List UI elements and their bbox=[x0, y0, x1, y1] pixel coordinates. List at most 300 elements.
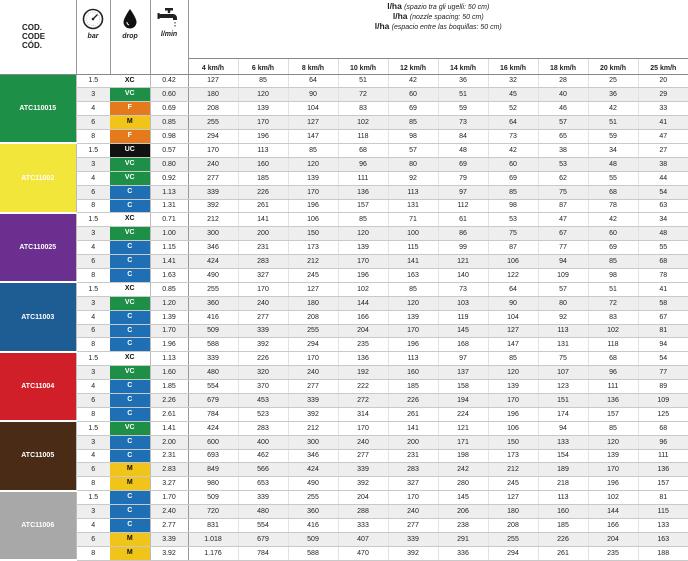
table-row bbox=[0, 116, 688, 130]
drop-size-cell bbox=[110, 296, 150, 310]
table-row bbox=[0, 296, 688, 310]
rate-value-cell: 104 bbox=[488, 310, 538, 324]
rate-value-cell: 170 bbox=[338, 255, 388, 269]
table-row bbox=[0, 366, 688, 380]
rate-value-cell: 170 bbox=[588, 463, 638, 477]
rate-value-cell: 277 bbox=[188, 171, 238, 185]
rate-value-cell: 170 bbox=[288, 352, 338, 366]
rate-value-cell: 283 bbox=[238, 421, 288, 435]
table-row bbox=[0, 421, 688, 435]
drop-size-badge: VC bbox=[110, 297, 150, 310]
rate-value-cell: 94 bbox=[638, 338, 688, 352]
rate-value-cell: 320 bbox=[238, 366, 288, 380]
rate-value-cell: 392 bbox=[288, 407, 338, 421]
rate-value-cell: 226 bbox=[238, 352, 288, 366]
nozzle-code-cell: ATC110025 bbox=[0, 213, 76, 282]
rate-value-cell: 392 bbox=[188, 199, 238, 213]
rate-value-cell: 67 bbox=[538, 227, 588, 241]
rate-value-cell: 106 bbox=[288, 213, 338, 227]
rate-value-cell: 85 bbox=[388, 116, 438, 130]
pressure-cell: 6 bbox=[76, 463, 110, 477]
rate-value-cell: 226 bbox=[538, 532, 588, 546]
flow-header bbox=[150, 0, 188, 74]
rate-value-cell: 245 bbox=[288, 268, 338, 282]
rate-value-cell: 104 bbox=[288, 102, 338, 116]
rate-value-cell: 141 bbox=[388, 255, 438, 269]
rate-value-cell: 173 bbox=[488, 449, 538, 463]
rate-value-cell: 336 bbox=[438, 546, 488, 560]
pressure-cell: 8 bbox=[76, 130, 110, 144]
pressure-unit-label: bar bbox=[87, 33, 99, 40]
drop-size-label: drop bbox=[122, 33, 138, 40]
drop-size-cell bbox=[110, 393, 150, 407]
pressure-cell: 6 bbox=[76, 532, 110, 546]
rate-value-cell: 204 bbox=[338, 491, 388, 505]
rate-value-cell: 185 bbox=[538, 519, 588, 533]
drop-size-badge: M bbox=[110, 477, 150, 490]
rate-value-cell: 314 bbox=[338, 407, 388, 421]
pressure-cell: 4 bbox=[76, 171, 110, 185]
rate-value-cell: 523 bbox=[238, 407, 288, 421]
flow-rate-cell: 0.98 bbox=[150, 130, 188, 144]
rate-value-cell: 47 bbox=[538, 213, 588, 227]
rate-value-cell: 300 bbox=[188, 227, 238, 241]
rate-value-cell: 62 bbox=[538, 171, 588, 185]
nozzle-code-cell: ATC110015 bbox=[0, 74, 76, 143]
rate-value-cell: 416 bbox=[188, 310, 238, 324]
rate-value-cell: 196 bbox=[488, 407, 538, 421]
rate-value-cell: 97 bbox=[438, 185, 488, 199]
pressure-cell: 1.5 bbox=[76, 74, 110, 88]
rate-value-cell: 283 bbox=[388, 463, 438, 477]
pressure-cell: 1.5 bbox=[76, 282, 110, 296]
rate-value-cell: 509 bbox=[188, 324, 238, 338]
rate-value-cell: 327 bbox=[238, 268, 288, 282]
rate-value-cell: 255 bbox=[188, 282, 238, 296]
rate-value-cell: 144 bbox=[338, 296, 388, 310]
rate-value-cell: 98 bbox=[388, 130, 438, 144]
rate-value-cell: 63 bbox=[638, 199, 688, 213]
drop-size-badge: F bbox=[110, 130, 150, 143]
flow-rate-cell: 0.85 bbox=[150, 116, 188, 130]
pressure-cell: 3 bbox=[76, 366, 110, 380]
table-row bbox=[0, 199, 688, 213]
pressure-gauge-icon bbox=[82, 8, 104, 30]
rate-value-cell: 133 bbox=[538, 435, 588, 449]
rate-value-cell: 147 bbox=[288, 130, 338, 144]
table-row bbox=[0, 352, 688, 366]
pressure-cell: 4 bbox=[76, 380, 110, 394]
rate-value-cell: 170 bbox=[388, 324, 438, 338]
pressure-cell: 1.5 bbox=[76, 421, 110, 435]
rate-value-cell: 80 bbox=[538, 296, 588, 310]
rate-value-cell: 85 bbox=[338, 213, 388, 227]
rate-value-cell: 139 bbox=[338, 241, 388, 255]
flow-rate-cell: 1.15 bbox=[150, 241, 188, 255]
rate-value-cell: 53 bbox=[538, 157, 588, 171]
rate-value-cell: 113 bbox=[388, 352, 438, 366]
rate-value-cell: 125 bbox=[638, 407, 688, 421]
pressure-cell: 4 bbox=[76, 241, 110, 255]
drop-size-cell bbox=[110, 116, 150, 130]
pressure-cell: 4 bbox=[76, 519, 110, 533]
drop-size-cell bbox=[110, 477, 150, 491]
rate-value-cell: 42 bbox=[488, 143, 538, 157]
faucet-icon bbox=[157, 6, 181, 28]
flow-rate-cell: 2.61 bbox=[150, 407, 188, 421]
rate-value-cell: 196 bbox=[388, 338, 438, 352]
flow-rate-cell: 2.26 bbox=[150, 393, 188, 407]
rate-value-cell: 58 bbox=[638, 296, 688, 310]
rate-value-cell: 231 bbox=[388, 449, 438, 463]
rate-value-cell: 102 bbox=[338, 116, 388, 130]
rate-value-cell: 85 bbox=[588, 421, 638, 435]
rate-value-cell: 34 bbox=[638, 213, 688, 227]
rate-value-cell: 1.018 bbox=[188, 532, 238, 546]
flow-rate-cell: 1.85 bbox=[150, 380, 188, 394]
rate-value-cell: 145 bbox=[438, 491, 488, 505]
speed-header: 4 km/h bbox=[188, 58, 238, 74]
rate-value-cell: 784 bbox=[238, 546, 288, 560]
speed-header: 16 km/h bbox=[488, 58, 538, 74]
rate-value-cell: 47 bbox=[638, 130, 688, 144]
rate-value-cell: 339 bbox=[388, 532, 438, 546]
drop-size-cell bbox=[110, 366, 150, 380]
rate-value-cell: 212 bbox=[188, 213, 238, 227]
drop-size-cell bbox=[110, 185, 150, 199]
rate-value-cell: 339 bbox=[288, 393, 338, 407]
drop-size-badge: C bbox=[110, 241, 150, 254]
rate-value-cell: 170 bbox=[288, 185, 338, 199]
rate-value-cell: 144 bbox=[588, 505, 638, 519]
rate-value-cell: 346 bbox=[188, 241, 238, 255]
table-row bbox=[0, 532, 688, 546]
rate-value-cell: 339 bbox=[188, 352, 238, 366]
rate-value-cell: 339 bbox=[238, 324, 288, 338]
drop-size-badge: C bbox=[110, 450, 150, 463]
rate-value-cell: 147 bbox=[488, 338, 538, 352]
pressure-cell: 8 bbox=[76, 546, 110, 560]
rate-value-cell: 400 bbox=[238, 435, 288, 449]
table-row bbox=[0, 143, 688, 157]
drop-size-cell bbox=[110, 338, 150, 352]
table-row bbox=[0, 171, 688, 185]
pressure-cell: 3 bbox=[76, 227, 110, 241]
rate-value-cell: 416 bbox=[288, 519, 338, 533]
rate-value-cell: 83 bbox=[588, 310, 638, 324]
rate-value-cell: 980 bbox=[188, 477, 238, 491]
drop-size-cell bbox=[110, 449, 150, 463]
rate-value-cell: 170 bbox=[388, 491, 438, 505]
rate-value-cell: 600 bbox=[188, 435, 238, 449]
drop-size-badge: VC bbox=[110, 366, 150, 379]
drop-size-badge: C bbox=[110, 491, 150, 504]
rate-value-cell: 784 bbox=[188, 407, 238, 421]
drop-size-badge: M bbox=[110, 533, 150, 546]
rate-value-cell: 87 bbox=[488, 241, 538, 255]
drop-size-badge: C bbox=[110, 255, 150, 268]
table-row bbox=[0, 157, 688, 171]
rate-value-cell: 38 bbox=[538, 143, 588, 157]
rate-value-cell: 333 bbox=[338, 519, 388, 533]
drop-size-badge: C bbox=[110, 436, 150, 449]
rate-value-cell: 141 bbox=[238, 213, 288, 227]
rate-value-cell: 51 bbox=[438, 88, 488, 102]
drop-size-badge: M bbox=[110, 116, 150, 129]
pressure-cell: 6 bbox=[76, 185, 110, 199]
rate-value-cell: 141 bbox=[388, 421, 438, 435]
flow-rate-cell: 1.70 bbox=[150, 324, 188, 338]
flow-rate-cell: 1.41 bbox=[150, 255, 188, 269]
rate-value-cell: 653 bbox=[238, 477, 288, 491]
rate-value-cell: 170 bbox=[488, 393, 538, 407]
rate-value-cell: 294 bbox=[188, 130, 238, 144]
rate-value-cell: 92 bbox=[388, 171, 438, 185]
rate-value-cell: 490 bbox=[288, 477, 338, 491]
rate-value-cell: 470 bbox=[338, 546, 388, 560]
rate-value-cell: 33 bbox=[638, 102, 688, 116]
rate-value-cell: 65 bbox=[538, 130, 588, 144]
rate-value-cell: 46 bbox=[538, 102, 588, 116]
rate-value-cell: 89 bbox=[638, 380, 688, 394]
rate-value-cell: 27 bbox=[638, 143, 688, 157]
rate-value-cell: 81 bbox=[638, 324, 688, 338]
rate-value-cell: 849 bbox=[188, 463, 238, 477]
speed-header: 6 km/h bbox=[238, 58, 288, 74]
rate-value-cell: 166 bbox=[588, 519, 638, 533]
rate-value-cell: 170 bbox=[238, 282, 288, 296]
rate-value-cell: 194 bbox=[438, 393, 488, 407]
rate-value-cell: 64 bbox=[488, 282, 538, 296]
rate-value-cell: 327 bbox=[388, 477, 438, 491]
table-row bbox=[0, 519, 688, 533]
speed-header: 10 km/h bbox=[338, 58, 388, 74]
rate-value-cell: 44 bbox=[638, 171, 688, 185]
flow-rate-cell: 1.60 bbox=[150, 366, 188, 380]
rate-value-cell: 339 bbox=[238, 491, 288, 505]
drop-size-cell bbox=[110, 519, 150, 533]
flow-rate-cell: 1.31 bbox=[150, 199, 188, 213]
rate-value-cell: 120 bbox=[238, 88, 288, 102]
flow-rate-cell: 1.63 bbox=[150, 268, 188, 282]
table-row bbox=[0, 255, 688, 269]
rate-value-cell: 120 bbox=[388, 296, 438, 310]
rate-value-cell: 109 bbox=[538, 268, 588, 282]
rate-value-cell: 64 bbox=[288, 74, 338, 88]
pressure-cell: 1.5 bbox=[76, 352, 110, 366]
rate-value-cell: 294 bbox=[488, 546, 538, 560]
rate-value-cell: 1.176 bbox=[188, 546, 238, 560]
rate-value-cell: 60 bbox=[488, 157, 538, 171]
table-row bbox=[0, 449, 688, 463]
pressure-cell: 1.5 bbox=[76, 143, 110, 157]
rate-value-cell: 136 bbox=[588, 393, 638, 407]
pressure-cell: 3 bbox=[76, 505, 110, 519]
rate-value-cell: 196 bbox=[338, 268, 388, 282]
rate-value-cell: 157 bbox=[338, 199, 388, 213]
drop-size-cell bbox=[110, 157, 150, 171]
rate-value-cell: 103 bbox=[438, 296, 488, 310]
table-row bbox=[0, 435, 688, 449]
rate-value-cell: 170 bbox=[238, 116, 288, 130]
rate-value-cell: 480 bbox=[188, 366, 238, 380]
drop-size-cell bbox=[110, 310, 150, 324]
rate-value-cell: 45 bbox=[488, 88, 538, 102]
rate-value-cell: 85 bbox=[488, 352, 538, 366]
rate-value-cell: 139 bbox=[488, 380, 538, 394]
rate-value-cell: 370 bbox=[238, 380, 288, 394]
code-header: COD. CODE CÓD. bbox=[0, 0, 76, 74]
rate-value-cell: 118 bbox=[588, 338, 638, 352]
nozzle-code-cell: ATC11002 bbox=[0, 143, 76, 212]
rate-value-cell: 90 bbox=[488, 296, 538, 310]
rate-value-cell: 98 bbox=[488, 199, 538, 213]
rate-value-cell: 145 bbox=[438, 324, 488, 338]
rate-value-cell: 60 bbox=[388, 88, 438, 102]
drop-size-cell bbox=[110, 435, 150, 449]
flow-rate-cell: 1.96 bbox=[150, 338, 188, 352]
nozzle-code-cell: ATC11005 bbox=[0, 421, 76, 490]
rate-value-cell: 111 bbox=[338, 171, 388, 185]
rate-value-cell: 25 bbox=[588, 74, 638, 88]
rate-value-cell: 36 bbox=[588, 88, 638, 102]
rate-value-cell: 160 bbox=[538, 505, 588, 519]
drop-size-cell bbox=[110, 199, 150, 213]
drop-header bbox=[110, 0, 150, 74]
rate-value-cell: 38 bbox=[638, 157, 688, 171]
rate-value-cell: 208 bbox=[288, 310, 338, 324]
rate-value-cell: 78 bbox=[638, 268, 688, 282]
rate-value-cell: 554 bbox=[188, 380, 238, 394]
rate-value-cell: 255 bbox=[288, 324, 338, 338]
rate-value-cell: 85 bbox=[488, 185, 538, 199]
rate-value-cell: 204 bbox=[338, 324, 388, 338]
drop-size-cell bbox=[110, 380, 150, 394]
drop-size-badge: C bbox=[110, 269, 150, 282]
rate-value-cell: 424 bbox=[288, 463, 338, 477]
drop-size-cell bbox=[110, 505, 150, 519]
drop-size-cell bbox=[110, 213, 150, 227]
flow-rate-cell: 0.69 bbox=[150, 102, 188, 116]
rate-value-cell: 102 bbox=[588, 491, 638, 505]
drop-size-cell bbox=[110, 532, 150, 546]
rate-value-cell: 32 bbox=[488, 74, 538, 88]
rate-value-cell: 206 bbox=[438, 505, 488, 519]
rate-value-cell: 277 bbox=[338, 449, 388, 463]
rate-value-cell: 131 bbox=[538, 338, 588, 352]
rate-value-cell: 100 bbox=[388, 227, 438, 241]
drop-size-badge: C bbox=[110, 338, 150, 351]
rate-value-cell: 163 bbox=[388, 268, 438, 282]
flow-rate-cell: 1.20 bbox=[150, 296, 188, 310]
rate-value-cell: 29 bbox=[638, 88, 688, 102]
pressure-cell: 1.5 bbox=[76, 213, 110, 227]
rate-value-cell: 122 bbox=[488, 268, 538, 282]
speed-header: 18 km/h bbox=[538, 58, 588, 74]
drop-size-badge: XC bbox=[110, 283, 150, 296]
rate-value-cell: 106 bbox=[488, 421, 538, 435]
rate-value-cell: 240 bbox=[238, 296, 288, 310]
rate-value-cell: 277 bbox=[388, 519, 438, 533]
table-row bbox=[0, 213, 688, 227]
drop-size-cell bbox=[110, 102, 150, 116]
pressure-cell: 4 bbox=[76, 102, 110, 116]
drop-size-cell bbox=[110, 421, 150, 435]
rate-value-cell: 180 bbox=[188, 88, 238, 102]
rate-value-cell: 242 bbox=[438, 463, 488, 477]
rate-value-cell: 679 bbox=[188, 393, 238, 407]
rate-value-cell: 96 bbox=[638, 435, 688, 449]
rate-value-cell: 240 bbox=[188, 157, 238, 171]
rate-value-cell: 113 bbox=[388, 185, 438, 199]
rate-value-cell: 113 bbox=[238, 143, 288, 157]
rate-value-cell: 157 bbox=[638, 477, 688, 491]
rate-value-cell: 226 bbox=[238, 185, 288, 199]
drop-size-cell bbox=[110, 407, 150, 421]
pressure-cell: 6 bbox=[76, 255, 110, 269]
rate-value-cell: 157 bbox=[588, 407, 638, 421]
rate-value-cell: 83 bbox=[338, 102, 388, 116]
rate-value-cell: 231 bbox=[238, 241, 288, 255]
rate-value-cell: 139 bbox=[238, 102, 288, 116]
rate-value-cell: 509 bbox=[188, 491, 238, 505]
rate-value-cell: 72 bbox=[588, 296, 638, 310]
rate-value-cell: 160 bbox=[388, 366, 438, 380]
rate-value-cell: 255 bbox=[188, 116, 238, 130]
rate-value-cell: 112 bbox=[438, 199, 488, 213]
rate-value-cell: 51 bbox=[588, 116, 638, 130]
rate-value-cell: 831 bbox=[188, 519, 238, 533]
rate-value-cell: 245 bbox=[488, 477, 538, 491]
drop-size-cell bbox=[110, 130, 150, 144]
rate-value-cell: 113 bbox=[538, 491, 588, 505]
drop-size-badge: C bbox=[110, 394, 150, 407]
flow-rate-cell: 2.77 bbox=[150, 519, 188, 533]
rate-value-cell: 77 bbox=[538, 241, 588, 255]
drop-size-cell bbox=[110, 324, 150, 338]
rate-value-cell: 127 bbox=[488, 324, 538, 338]
pressure-cell: 8 bbox=[76, 338, 110, 352]
rate-value-cell: 48 bbox=[588, 157, 638, 171]
rate-value-cell: 109 bbox=[638, 393, 688, 407]
rate-value-cell: 218 bbox=[538, 477, 588, 491]
rate-value-cell: 57 bbox=[538, 116, 588, 130]
rate-value-cell: 346 bbox=[288, 449, 338, 463]
rate-value-cell: 339 bbox=[188, 185, 238, 199]
table-row bbox=[0, 407, 688, 421]
flow-rate-cell: 0.60 bbox=[150, 88, 188, 102]
rate-value-cell: 127 bbox=[488, 491, 538, 505]
rate-value-cell: 180 bbox=[488, 505, 538, 519]
flow-rate-cell: 1.00 bbox=[150, 227, 188, 241]
rate-value-cell: 123 bbox=[538, 380, 588, 394]
speed-header: 25 km/h bbox=[638, 58, 688, 74]
rate-value-cell: 54 bbox=[638, 352, 688, 366]
rate-value-cell: 240 bbox=[388, 505, 438, 519]
rate-value-cell: 168 bbox=[438, 338, 488, 352]
rate-value-cell: 679 bbox=[238, 532, 288, 546]
flow-rate-cell: 2.40 bbox=[150, 505, 188, 519]
drop-size-badge: M bbox=[110, 463, 150, 476]
rate-value-cell: 360 bbox=[188, 296, 238, 310]
rate-value-cell: 111 bbox=[638, 449, 688, 463]
rate-value-cell: 69 bbox=[488, 171, 538, 185]
rate-value-cell: 69 bbox=[388, 102, 438, 116]
table-row bbox=[0, 393, 688, 407]
flow-rate-cell: 1.13 bbox=[150, 185, 188, 199]
rate-value-cell: 174 bbox=[538, 407, 588, 421]
rate-value-cell: 85 bbox=[588, 255, 638, 269]
